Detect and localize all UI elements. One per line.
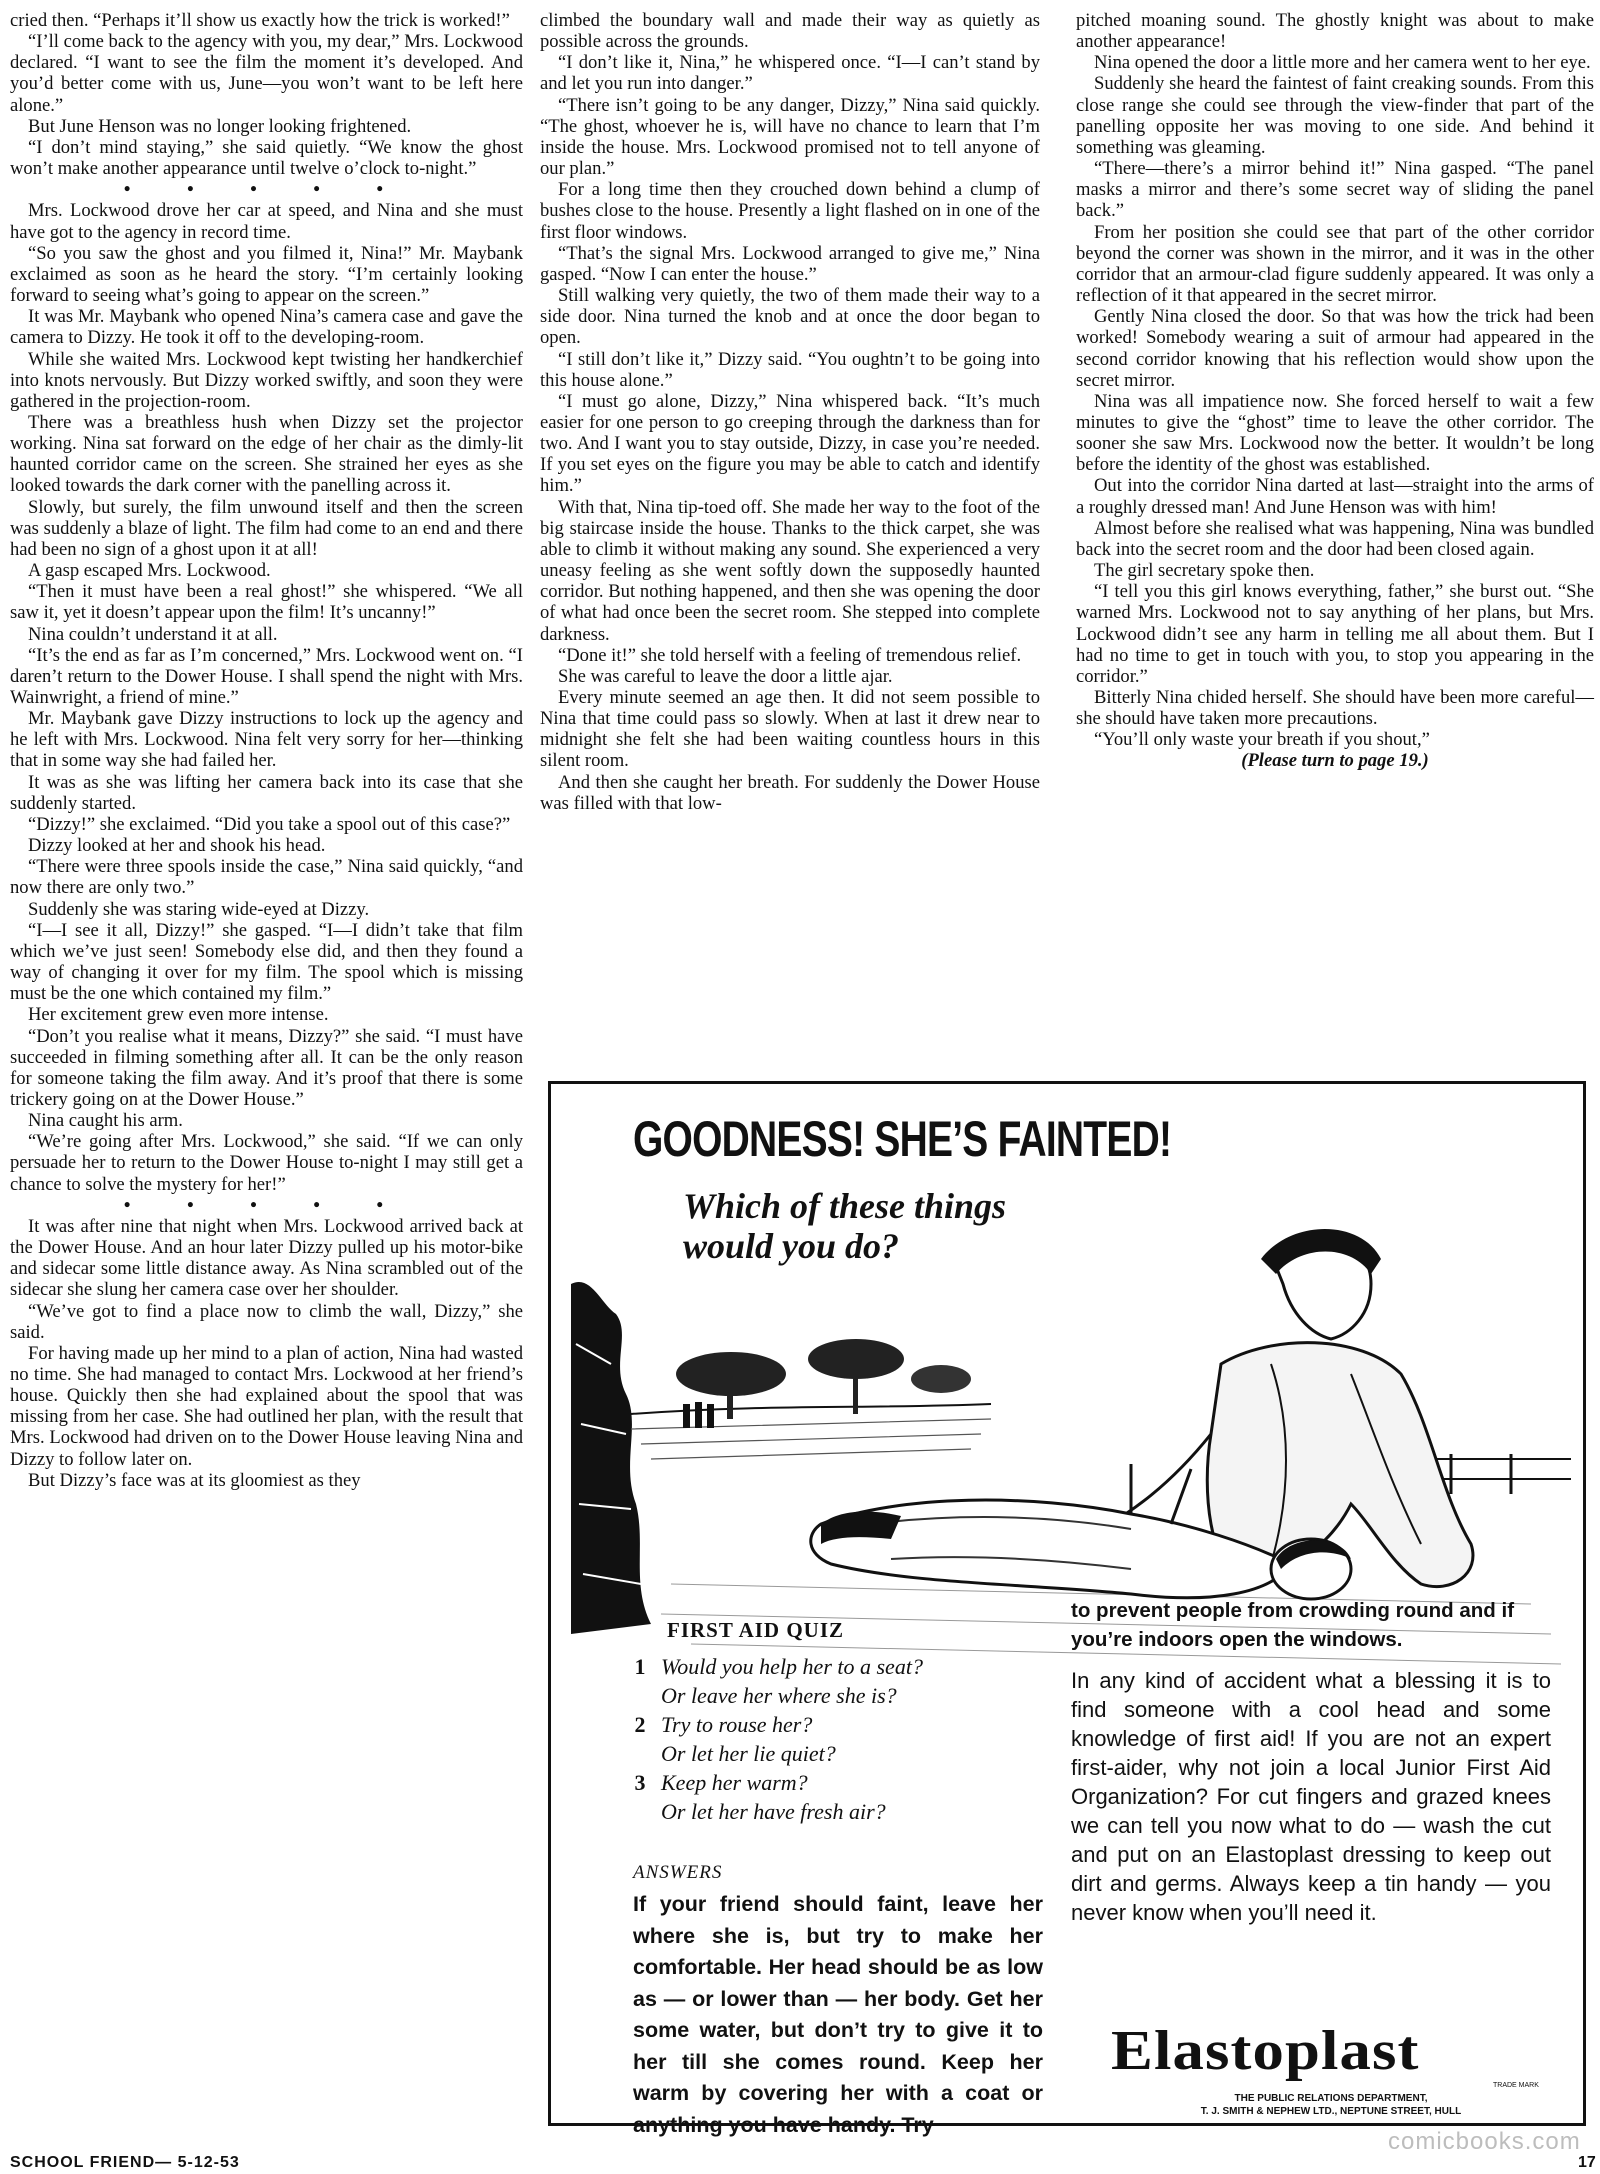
story-paragraph: Slowly, but surely, the film unwound itself and then the screen was suddenly a blaze of light. The film had come to an end and there had been no sign of a ghost upon it at all! <box>10 496 523 560</box>
story-paragraph: Suddenly she heard the faintest of faint creaking sounds. From this close range she could see through the view-finder that part of the panelling opposite her was moving to one side. And behind it something was gleaming. <box>1076 73 1594 158</box>
story-paragraph: It was after nine that night when Mrs. Lockwood arrived back at the Dower House. And an hour later Dizzy pulled up his motor-bike and sidecar some little distance away. As Nina scrambled out of the sidecar she slung her camera case over her shoulder. <box>10 1215 523 1301</box>
story-paragraph: Mrs. Lockwood drove her car at speed, and Nina and she must have got to the agency in record time. <box>10 200 523 243</box>
story-paragraph: A gasp escaped Mrs. Lockwood. <box>28 560 271 582</box>
story-paragraph: “I’ll come back to the agency with you, my dear,” Mrs. Lockwood declared. “I want to see the film the moment it’s developed. And you’d better come with us, June—you won’t want to be left here alone.” <box>10 31 523 116</box>
story-paragraph: Nina caught his arm. <box>28 1110 183 1132</box>
story-paragraph: Bitterly Nina chided herself. She should have been more careful—she should have taken more precautions. <box>1076 687 1594 730</box>
story-paragraph: “We’re going after Mrs. Lockwood,” she said. “If we can only persuade her to return to the Dower House to-night I may still get a chance to solve the mystery for her!” <box>10 1131 523 1195</box>
continued-note: (Please turn to page 19.) <box>1241 750 1429 772</box>
story-paragraph: “That’s the signal Mrs. Lockwood arranged to give me,” Nina gasped. “Now I can enter the house.” <box>540 242 1040 285</box>
ad-headline: GOODNESS! SHE’S FAINTED! <box>633 1111 1172 1167</box>
magazine-footer: SCHOOL FRIEND— 5-12-53 <box>10 2154 240 2171</box>
section-break: • • • • • <box>123 179 410 201</box>
story-paragraph: “There isn’t going to be any danger, Dizzy,” Nina said quickly. “The ghost, whoever he is, will have no chance to learn that I’m inside the house. Mrs. Lockwood promised not to tell anyone of our plan.” <box>540 94 1040 180</box>
story-paragraph: pitched moaning sound. The ghostly knight was about to make another appearance! <box>1076 10 1594 53</box>
story-paragraph: For a long time then they crouched down behind a clump of bushes close to the house. Presently a light flashed on in one of the first floor windows. <box>540 179 1040 243</box>
company-address <box>1131 2092 1531 2118</box>
quiz-number: 1 <box>634 1654 646 1679</box>
watermark: comicbooks.com <box>1388 2128 1581 2155</box>
story-paragraph: She was careful to leave the door a little ajar. <box>558 665 893 687</box>
story-paragraph: Nina was all impatience now. She forced herself to wait a few minutes to give the “ghost” time to leave the other corridor. The sooner she saw Mrs. Lockwood now the better. It wouldn’t be long before the identity of the ghost was established. <box>1076 390 1594 476</box>
story-paragraph: “I—I see it all, Dizzy!” she gasped. “I—I didn’t take that film which we’ve just seen! Somebody else did, and then they found a way of changing it over for my film. The spool which is missing must be the one which contained my film.” <box>10 919 523 1005</box>
quiz-list <box>619 1652 1039 1826</box>
quiz-question-3 <box>619 1768 1039 1826</box>
ad-subheadline <box>683 1186 1006 1266</box>
story-paragraph: For having made up her mind to a plan of action, Nina had wasted no time. She had managed to contact Mrs. Lockwood at her friend’s house. Quickly then she had explained about the spool that was missing from her case. She had outlined her plan, with the result that Mrs. Lockwood had driven on to the Dower House leaving Nina and Dizzy to follow later on. <box>10 1342 523 1470</box>
story-paragraph: With that, Nina tip-toed off. She made her way to the foot of the big staircase inside the house. Thanks to the thick carpet, she was able to climb it without making any sound. She experienced a very uneasy feeling as she went softly down the supposedly haunted corridor. But nothing happened, and then she was opening the door of what had once been the secret room. She stepped into complete darkness. <box>540 496 1040 645</box>
quiz-option-a: Would you help her to a seat? <box>661 1654 923 1679</box>
answers-text: If your friend should faint, leave her where she is, but try to make her comfortable. Her head should be as low as — or lower than — her body. Get her some water, but don’t try to give it to her till she comes round. Keep her warm by covering her with a coat or anything you have handy. Try <box>633 1892 1043 2137</box>
quiz-question-1 <box>619 1652 1039 1710</box>
elastoplast-logo: Elastoplast <box>1111 2020 1420 2082</box>
story-paragraph: “Don’t you realise what it means, Dizzy?” she said. “I must have succeeded in filming something after all. It can be the only reason for someone taking the film away. And it’s proof that there is some trickery going on at the Dower House.” <box>10 1025 523 1110</box>
story-paragraph: “There—there’s a mirror behind it!” Nina gasped. “The panel masks a mirror and there’s some secret way of sliding the panel back.” <box>1076 158 1594 222</box>
story-paragraph: “You’ll only waste your breath if you shout,” <box>1094 729 1430 751</box>
address-line-2: T. J. SMITH & NEPHEW LTD., NEPTUNE STREET, HULL <box>1200 2106 1462 2117</box>
page-number: 17 <box>1578 2154 1596 2171</box>
story-paragraph: And then she caught her breath. For suddenly the Dower House was filled with that low- <box>540 771 1040 814</box>
story-paragraph: Gently Nina closed the door. So that was how the trick had been worked! Somebody wearing a suit of armour had appeared in the second corridor knowing that his reflection would show upon the secret mirror. <box>1076 306 1594 391</box>
ad-subhead-line-2: would you do? <box>683 1226 900 1266</box>
story-paragraph: “I tell you this girl knows everything, father,” she burst out. “She warned Mrs. Lockwood not to say anything of her plans, but Mrs. Lockwood didn’t see any harm in telling me all about them. But I had no time to get in touch with you, to stop you appearing in the corridor.” <box>1076 581 1594 687</box>
story-paragraph: “Dizzy!” she exclaimed. “Did you take a spool out of this case?” <box>28 813 511 835</box>
quiz-number: 2 <box>634 1712 646 1737</box>
story-paragraph: The girl secretary spoke then. <box>1094 560 1315 582</box>
story-paragraph: “I don’t like it, Nina,” he whispered once. “I—I can’t stand by and let you run into danger.” <box>540 52 1040 95</box>
story-paragraph: cried then. “Perhaps it’ll show us exactly how the trick is worked!” <box>10 10 510 31</box>
story-paragraph: “Then it must have been a real ghost!” she whispered. “We all saw it, yet it doesn’t appear upon the film! It’s uncanny!” <box>10 581 523 624</box>
story-paragraph: While she waited Mrs. Lockwood kept twisting her handkerchief into knots nervously. But Dizzy worked swiftly, and soon they were gathered in the projection-room. <box>10 348 523 412</box>
quiz-question-2 <box>619 1710 1039 1768</box>
story-paragraph: “I must go alone, Dizzy,” Nina whispered back. “It’s much easier for one person to go creeping through the darkness than for two. And I want you to stay outside, Dizzy, in case you’re needed. If you set eyes on the figure you may be able to catch and identify him.” <box>540 390 1040 497</box>
story-paragraph: But June Henson was no longer looking frightened. <box>28 115 412 137</box>
quiz-option-a: Keep her warm? <box>661 1770 808 1795</box>
quiz-option-b: Or leave her where she is? <box>661 1683 897 1708</box>
quiz-option-a: Try to rouse her? <box>661 1712 813 1737</box>
story-column-1 <box>10 10 523 1491</box>
story-paragraph: Every minute seemed an age then. It did not seem possible to Nina that time could pass so slowly. When at last it drew near to midnight she felt she had been waiting countless hours in this silent room. <box>540 687 1040 772</box>
section-break: • • • • • <box>123 1194 410 1216</box>
story-paragraph: Out into the corridor Nina darted at last—straight into the arms of a roughly dressed man! And June Henson was with him! <box>1076 475 1594 518</box>
story-paragraph: “I don’t mind staying,” she said quietly. “We know the ghost won’t make another appearance until twelve o’clock to-night.” <box>10 136 523 180</box>
elastoplast-advertisement <box>548 1081 1586 2137</box>
quiz-option-b: Or let her have fresh air? <box>661 1799 886 1824</box>
story-paragraph: Dizzy looked at her and shook his head. <box>28 835 326 857</box>
story-paragraph: “So you saw the ghost and you filmed it, Nina!” Mr. Maybank exclaimed as soon as he heard the story. “I’m certainly looking forward to seeing what’s going to appear on the screen.” <box>10 242 523 307</box>
quiz-number: 3 <box>634 1770 646 1795</box>
story-column-2 <box>540 10 1040 814</box>
story-paragraph: But Dizzy’s face was at its gloomiest as they <box>28 1469 361 1491</box>
story-paragraph: climbed the boundary wall and made their way as quietly as possible across the grounds. <box>540 10 1040 53</box>
story-paragraph: Still walking very quietly, the two of them made their way to a side door. Nina turned the knob and at once the door began to open. <box>540 285 1040 349</box>
story-paragraph: Suddenly she was staring wide-eyed at Dizzy. <box>28 898 370 920</box>
story-paragraph: “We’ve got to find a place now to climb the wall, Dizzy,” she said. <box>10 1300 523 1343</box>
story-paragraph: There was a breathless hush when Dizzy set the projector working. Nina sat forward on the edge of her chair as the dimly-lit haunted corridor came on the screen. She strained her eyes as she looked towards the dark corner with the panelling across it. <box>10 411 523 497</box>
story-paragraph: “It’s the end as far as I’m concerned,” Mrs. Lockwood went on. “I daren’t return to the Dower House. I shall spend the night with Mrs. Wainwright, a friend of mine.” <box>10 644 523 708</box>
story-paragraph: Mr. Maybank gave Dizzy instructions to lock up the agency and he left with Mrs. Lockwood. Nina felt very sorry for her—thinking that in some way she had failed her. <box>10 708 523 772</box>
address-line-1: THE PUBLIC RELATIONS DEPARTMENT, <box>1234 2093 1428 2104</box>
story-paragraph: Her excitement grew even more intense. <box>28 1004 329 1026</box>
quiz-title: FIRST AID QUIZ <box>667 1618 844 1642</box>
story-paragraph: It was Mr. Maybank who opened Nina’s camera case and gave the camera to Dizzy. He took it off to the developing-room. <box>10 306 523 349</box>
story-paragraph: Nina couldn’t understand it at all. <box>28 623 278 645</box>
ad-right-body: In any kind of accident what a blessing it is to find someone with a cool head and some knowledge of first aid! If you are not an expert first-aider, why not join a local Junior First Aid Organization? For cut fingers and grazed knees we can tell you now what to do — wash the cut and put on an Elastoplast dressing to keep out dirt and germs. Always keep a tin handy — you never know when you’ll need it. <box>1071 1668 1551 1925</box>
story-paragraph: Almost before she realised what was happening, Nina was bundled back into the secret room and the door had been closed again. <box>1076 517 1594 560</box>
ad-subhead-line-1: Which of these things <box>683 1186 1007 1226</box>
story-column-3 <box>1076 10 1594 772</box>
story-paragraph: It was as she was lifting her camera back into its case that she suddenly started. <box>10 771 523 814</box>
story-paragraph: Nina opened the door a little more and her camera went to her eye. <box>1094 52 1591 74</box>
story-paragraph: “There were three spools inside the case,” Nina said quickly, “and now there are only two.” <box>10 856 523 899</box>
quiz-option-b: Or let her lie quiet? <box>661 1741 836 1766</box>
story-paragraph: “Done it!” she told herself with a feeling of tremendous relief. <box>558 644 1022 666</box>
story-paragraph: “I still don’t like it,” Dizzy said. “You oughtn’t to be going into this house alone.” <box>540 348 1040 391</box>
story-paragraph: From her position she could see that part of the other corridor beyond the corner was shown in the mirror, and it was in the other corridor that an armour-clad figure suddenly appeared. It was only a reflection of it that appeared in the secret mirror. <box>1076 221 1594 307</box>
answers-label: ANSWERS <box>633 1862 723 1883</box>
trademark-note: TRADE MARK <box>1493 2082 1539 2089</box>
ad-right-copy <box>1071 1596 1551 1927</box>
ad-right-bold: to prevent people from crowding round and if you’re indoors open the windows. <box>1071 1599 1515 1651</box>
